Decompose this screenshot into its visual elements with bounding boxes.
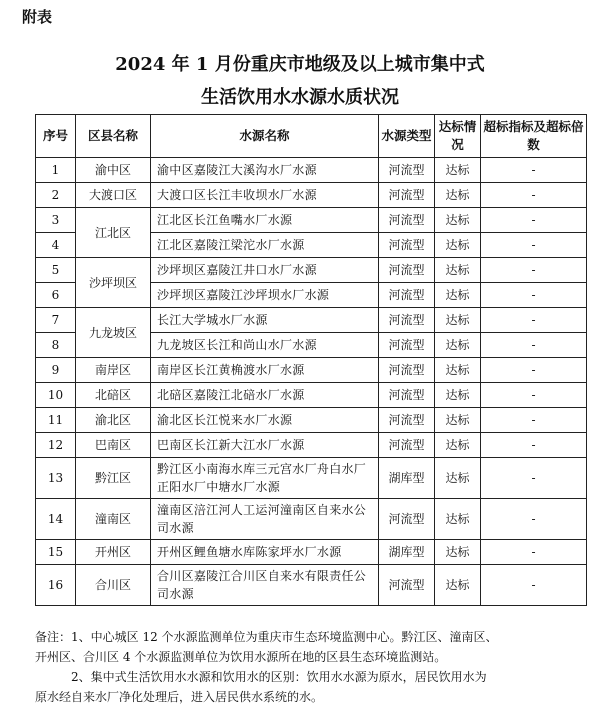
cell-source: 沙坪坝区嘉陵江沙坪坝水厂水源 — [151, 283, 379, 308]
cell-source: 九龙坡区长江和尚山水厂水源 — [151, 333, 379, 358]
cell-no: 10 — [36, 383, 76, 408]
cell-type: 河流型 — [379, 383, 435, 408]
cell-type: 河流型 — [379, 208, 435, 233]
cell-type: 河流型 — [379, 283, 435, 308]
cell-source: 合川区嘉陵江合川区自来水有限责任公司水源 — [151, 565, 379, 606]
note-line: 开州区、合川区 4 个水源监测单位为饮用水源所在地的区县生态环境监测站。 — [35, 650, 447, 664]
cell-district: 潼南区 — [76, 499, 151, 540]
cell-exceed: - — [481, 283, 587, 308]
cell-exceed: - — [481, 458, 587, 499]
cell-status: 达标 — [435, 433, 481, 458]
cell-status: 达标 — [435, 408, 481, 433]
cell-type: 河流型 — [379, 499, 435, 540]
cell-status: 达标 — [435, 208, 481, 233]
cell-status: 达标 — [435, 383, 481, 408]
cell-no: 4 — [36, 233, 76, 258]
cell-exceed: - — [481, 258, 587, 283]
cell-exceed: - — [481, 183, 587, 208]
table-row — [36, 258, 587, 283]
cell-source: 长江大学城水厂水源 — [151, 308, 379, 333]
cell-status: 达标 — [435, 158, 481, 183]
cell-status: 达标 — [435, 183, 481, 208]
cell-no: 11 — [36, 408, 76, 433]
note-line: 2、集中式生活饮用水水源和饮用水的区别：饮用水水源为原水，居民饮用水为 — [71, 670, 487, 684]
header-district: 区县名称 — [76, 115, 151, 158]
cell-status: 达标 — [435, 308, 481, 333]
cell-exceed: - — [481, 308, 587, 333]
cell-type: 河流型 — [379, 258, 435, 283]
cell-status: 达标 — [435, 565, 481, 606]
cell-district: 江北区 — [76, 208, 151, 258]
cell-no: 15 — [36, 540, 76, 565]
cell-no: 9 — [36, 358, 76, 383]
cell-exceed: - — [481, 158, 587, 183]
appendix-label: 附表 — [22, 8, 53, 26]
cell-district: 渝中区 — [76, 158, 151, 183]
header-no: 序号 — [36, 115, 76, 158]
table-row — [36, 208, 587, 233]
cell-type: 湖库型 — [379, 458, 435, 499]
cell-status: 达标 — [435, 233, 481, 258]
header-source: 水源名称 — [151, 115, 379, 158]
cell-type: 河流型 — [379, 308, 435, 333]
water-quality-table — [35, 114, 587, 606]
table-row — [36, 540, 587, 565]
cell-status: 达标 — [435, 283, 481, 308]
table-row — [36, 308, 587, 333]
header-status: 达标情况 — [435, 115, 481, 158]
cell-no: 3 — [36, 208, 76, 233]
cell-exceed: - — [481, 565, 587, 606]
notes-section — [35, 627, 590, 707]
cell-exceed: - — [481, 383, 587, 408]
table-row — [36, 383, 587, 408]
cell-exceed: - — [481, 358, 587, 383]
cell-source: 潼南区涪江河人工运河潼南区自来水公司水源 — [151, 499, 379, 540]
cell-no: 14 — [36, 499, 76, 540]
table-row — [36, 458, 587, 499]
cell-no: 1 — [36, 158, 76, 183]
note-line: 原水经自来水厂净化处理后，进入居民供水系统的水。 — [35, 690, 324, 704]
cell-district: 南岸区 — [76, 358, 151, 383]
cell-district: 沙坪坝区 — [76, 258, 151, 308]
table-row — [36, 565, 587, 606]
table-header-row — [36, 115, 587, 158]
cell-source: 沙坪坝区嘉陵江井口水厂水源 — [151, 258, 379, 283]
cell-exceed: - — [481, 233, 587, 258]
cell-no: 6 — [36, 283, 76, 308]
cell-no: 2 — [36, 183, 76, 208]
cell-exceed: - — [481, 433, 587, 458]
header-exceed: 超标指标及超标倍数 — [481, 115, 587, 158]
cell-exceed: - — [481, 333, 587, 358]
cell-no: 7 — [36, 308, 76, 333]
cell-district: 合川区 — [76, 565, 151, 606]
cell-district: 巴南区 — [76, 433, 151, 458]
cell-status: 达标 — [435, 458, 481, 499]
cell-district: 大渡口区 — [76, 183, 151, 208]
cell-status: 达标 — [435, 540, 481, 565]
cell-source: 渝北区长江悦来水厂水源 — [151, 408, 379, 433]
cell-source: 北碚区嘉陵江北碚水厂水源 — [151, 383, 379, 408]
cell-source: 开州区鲤鱼塘水库陈家坪水厂水源 — [151, 540, 379, 565]
cell-type: 湖库型 — [379, 540, 435, 565]
cell-source: 黔江区小南海水库三元宫水厂舟白水厂正阳水厂中塘水厂水源 — [151, 458, 379, 499]
cell-source: 渝中区嘉陵江大溪沟水厂水源 — [151, 158, 379, 183]
cell-type: 河流型 — [379, 358, 435, 383]
cell-type: 河流型 — [379, 433, 435, 458]
cell-source: 江北区长江鱼嘴水厂水源 — [151, 208, 379, 233]
page-title-line1: 2024 年 1 月份重庆市地级及以上城市集中式 — [115, 54, 485, 75]
cell-type: 河流型 — [379, 408, 435, 433]
header-type: 水源类型 — [379, 115, 435, 158]
table-row — [36, 358, 587, 383]
page-title-line2: 生活饮用水水源水质状况 — [201, 87, 399, 108]
cell-no: 12 — [36, 433, 76, 458]
cell-district: 开州区 — [76, 540, 151, 565]
table-row — [36, 433, 587, 458]
cell-district: 黔江区 — [76, 458, 151, 499]
cell-source: 大渡口区长江丰收坝水厂水源 — [151, 183, 379, 208]
cell-exceed: - — [481, 408, 587, 433]
cell-no: 8 — [36, 333, 76, 358]
table-row — [36, 408, 587, 433]
cell-no: 13 — [36, 458, 76, 499]
cell-district: 北碚区 — [76, 383, 151, 408]
cell-district: 渝北区 — [76, 408, 151, 433]
cell-type: 河流型 — [379, 183, 435, 208]
cell-type: 河流型 — [379, 158, 435, 183]
cell-no: 16 — [36, 565, 76, 606]
cell-district: 九龙坡区 — [76, 308, 151, 358]
cell-source: 江北区嘉陵江梁沱水厂水源 — [151, 233, 379, 258]
cell-source: 南岸区长江黄桷渡水厂水源 — [151, 358, 379, 383]
cell-exceed: - — [481, 208, 587, 233]
cell-no: 5 — [36, 258, 76, 283]
table-row — [36, 183, 587, 208]
cell-type: 河流型 — [379, 233, 435, 258]
table-row — [36, 499, 587, 540]
cell-status: 达标 — [435, 333, 481, 358]
cell-type: 河流型 — [379, 333, 435, 358]
table-row — [36, 158, 587, 183]
cell-status: 达标 — [435, 499, 481, 540]
cell-exceed: - — [481, 499, 587, 540]
cell-exceed: - — [481, 540, 587, 565]
cell-source: 巴南区长江新大江水厂水源 — [151, 433, 379, 458]
cell-type: 河流型 — [379, 565, 435, 606]
note-line: 备注：1、中心城区 12 个水源监测单位为重庆市生态环境监测中心。黔江区、潼南区、 — [35, 630, 498, 644]
cell-status: 达标 — [435, 358, 481, 383]
cell-status: 达标 — [435, 258, 481, 283]
